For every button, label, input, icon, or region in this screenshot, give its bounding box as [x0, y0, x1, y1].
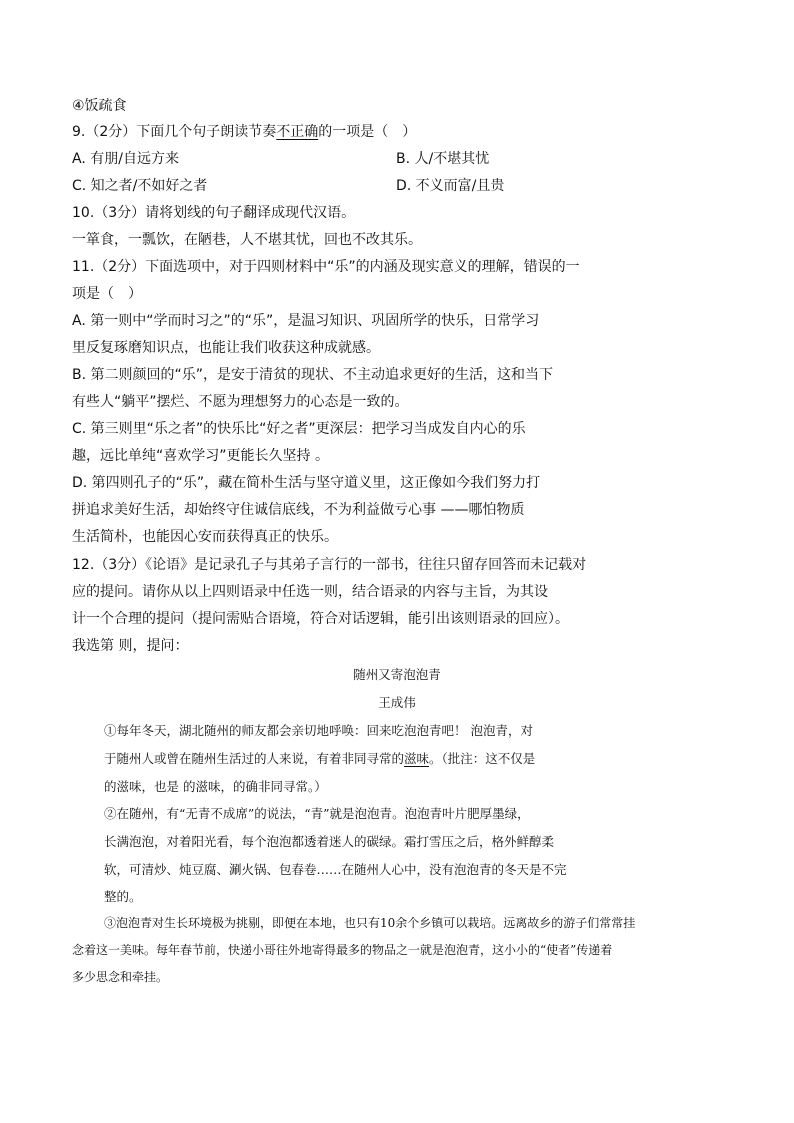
q9-option-d: D. 不义而富/且贵 [396, 178, 505, 194]
p1-l2-underlined: 滋味 [404, 751, 430, 766]
question-12-answer-line: 我选第 则，提问： [72, 638, 189, 654]
q9-stem-underlined: 不正确 [276, 124, 319, 140]
question-12-stem-1: 12.（3分）《论语》是记录孔子与其弟子言行的一部书，往往只留存回答而未记载对 [72, 557, 587, 573]
q11-option-a-2: 里反复琢磨知识点，也能让我们收获这种成就感。 [72, 340, 380, 356]
q9-option-a: A. 有朋/自远方来 [72, 151, 179, 167]
q11-option-d-1: D. 第四则孔子的“乐”，藏在简朴生活与坚守道义里，这正像如今我们努力打 [72, 475, 541, 491]
passage-p2-line4: 整的。 [104, 889, 142, 904]
q9-option-b: B. 人/不堪其忧 [396, 151, 490, 167]
p1-l2-post: 。（批注：这不仅是 [429, 751, 536, 766]
q9-option-c: C. 知之者/不如好之者 [72, 178, 208, 194]
q11-option-c-2: 趣，远比单纯“喜欢学习”更能长久坚持 。 [72, 448, 329, 464]
passage-p3-line3: 多少思念和牵挂。 [72, 970, 169, 984]
q9-stem-post: 的一项是（ ） [318, 124, 417, 140]
q11-option-c-1: C. 第三则里“乐之者”的快乐比“好之者”更深层：把学习当成发自内心的乐 [72, 421, 526, 437]
passage-p3-line1: ③泡泡青对生长环境极为挑剔，即便在本地，也只有10余个乡镇可以栽培。远离故乡的游子们常常挂 [104, 916, 636, 930]
passage-p2-line2: 长满泡泡，对着阳光看，每个泡泡都透着迷人的碳绿。霜打雪压之后，格外鲜醇柔 [104, 834, 555, 849]
q11-option-d-2: 拼追求美好生活，却始终守住诚信底线，不为利益做亏心事 ——哪怕物质 [72, 502, 525, 518]
passage-p1-line1: ①每年冬天，湖北随州的师友都会亲切地呼唤：回来吃泡泡青吧！ 泡泡青，对 [104, 723, 533, 738]
q11-option-b-2: 有些人“躺平”摆烂、不愿为理想努力的心态是一致的。 [72, 394, 409, 410]
question-9-stem [72, 122, 416, 142]
question-12-stem-2: 应的提问。请你从以上四则语录中任选一则，结合语录的内容与主旨，为其设 [72, 584, 548, 600]
passage-p1-line2 [104, 750, 535, 768]
question-12-stem-3: 计一个合理的提问（提问需贴合语境，符合对话逻辑，能引出该则语录的回应）。 [72, 611, 569, 627]
passage-p2-line3: 软，可清炒、炖豆腐、涮火锅、包春卷……在随州人心中，没有泡泡青的冬天是不完 [104, 862, 567, 877]
q9-stem-pre: 9.（2分）下面几个句子朗读节奏 [72, 124, 277, 140]
passage-author: 王成伟 [378, 695, 416, 710]
q10-sentence: 一箪食，一瓢饮，在陋巷，人不堪其忧，回也不改其乐。 [72, 232, 422, 248]
q11-option-d-3: 生活简朴，也能因心安而获得真正的快乐。 [72, 529, 338, 545]
q11-option-a-1: A. 第一则中“学而时习之”的“乐”，是温习知识、巩固所学的快乐，日常学习 [72, 313, 540, 329]
passage-p3-line2: 念着这一美味。每年春节前，快递小哥往外地寄得最多的物品之一就是泡泡青，这小小的“使者”传递着 [72, 943, 613, 957]
item-4: ④饭疏食 [72, 98, 127, 114]
question-11-stem-1: 11.（2分）下面选项中，对于四则材料中“乐”的内涵及现实意义的理解，错误的一 [72, 259, 580, 275]
passage-p1-line3: 的滋味，也是 的滋味，的确非同寻常。） [104, 779, 327, 794]
question-10-stem: 10.（3分）请将划线的句子翻译成现代汉语。 [72, 205, 356, 221]
q11-option-b-1: B. 第二则颜回的“乐”，是安于清贫的现状、不主动追求更好的生活，这和当下 [72, 367, 554, 383]
passage-p2-line1: ②在随州，有“无青不成席”的说法，“青”就是泡泡青。泡泡青叶片肥厚墨绿， [104, 806, 530, 821]
question-11-stem-2: 项是（ ） [72, 286, 142, 302]
p1-l2-pre: 于随州人或曾在随州生活过的人来说，有着非同寻常的 [104, 751, 405, 766]
passage-title: 随州又寄泡泡青 [353, 667, 441, 682]
